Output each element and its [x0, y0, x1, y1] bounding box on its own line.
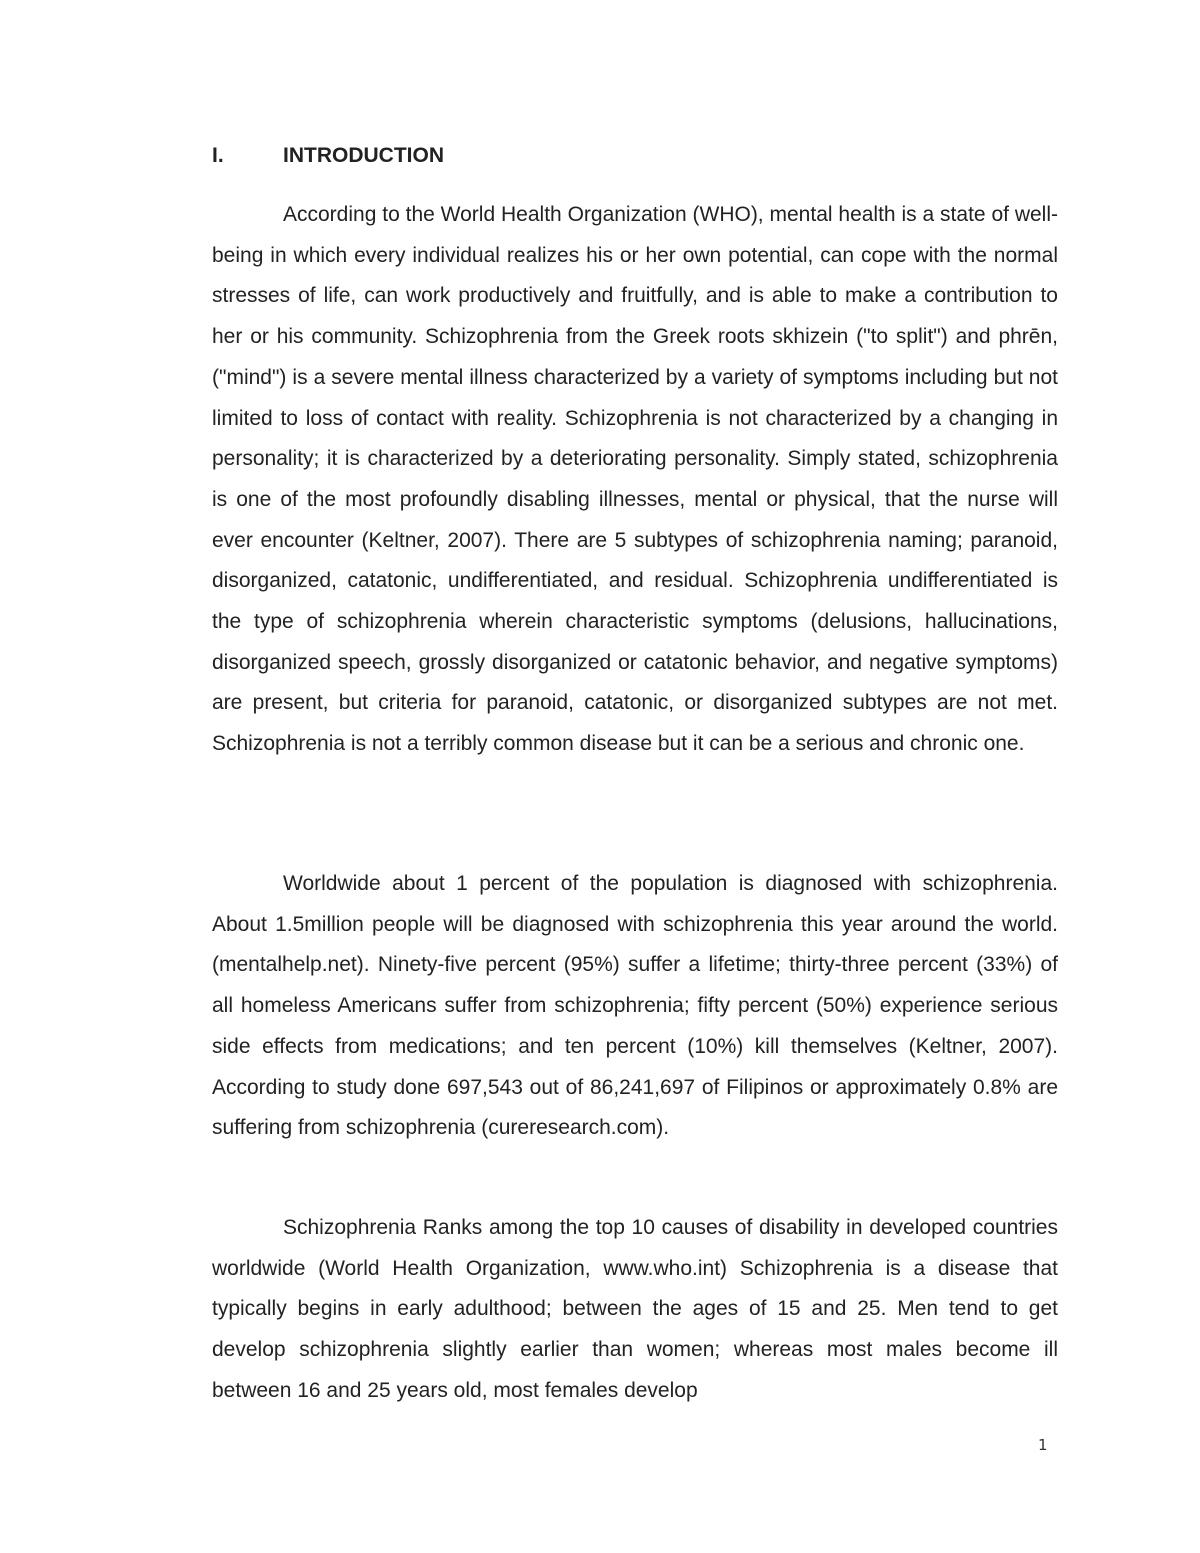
paragraph-who-definition: According to the World Health Organization (WHO), mental health is a state of well-being in which every individual realizes his or her own potential, can cope with the normal stresses of life, can work productively and fruitfully, and is able to make a contribution to her or his community. Schizophrenia from the Greek roots skhizein ("to split") and phrēn, ("mind") is a severe mental illness characterized by a variety of symptoms including but not limited to loss of contact with reality. Schizophrenia is not characterized by a changing in personality; it is characterized by a deteriorating personality. Simply stated, schizophrenia is one of the most profoundly disabling illnesses, mental or physical, that the nurse will ever encounter (Keltner, 2007). There are 5 subtypes of schizophrenia naming; paranoid, disorganized, catatonic, undifferentiated, and residual. Schizophrenia undifferentiated is the type of schizophrenia wherein characteristic symptoms (delusions, hallucinations, disorganized speech, grossly disorganized or catatonic behavior, and negative symptoms) are present, but criteria for paranoid, catatonic, or disorganized subtypes are not met. Schizophrenia is not a terribly common disease but it can be a serious and chronic one. [212, 203, 1058, 756]
paragraph-prevalence: Worldwide about 1 percent of the population is diagnosed with schizophrenia. About 1.5million people will be diagnosed with schizophrenia this year around the world. (mentalhelp.net). Ninety-five percent (95%) suffer a lifetime; thirty-three percent (33%) of all homeless Americans suffer from schizophrenia; fifty percent (50%) experience serious side effects from medications; and ten percent (10%) kill themselves (Keltner, 2007). According to study done 697,543 out of 86,241,697 of Filipinos or approximately 0.8% are suffering from schizophrenia (cureresearch.com). [212, 872, 1058, 1140]
section-number: I. [212, 144, 224, 167]
page-number: 1 [1038, 1436, 1048, 1454]
paragraph-disability-ranking: Schizophrenia Ranks among the top 10 causes of disability in developed countries worldwide (World Health Organization, www.who.int) Schizophrenia is a disease that typically begins in early adulthood; between the ages of 15 and 25. Men tend to get develop schizophrenia slightly earlier than women; whereas most males become ill between 16 and 25 years old, most females develop [212, 1216, 1058, 1402]
section-heading [212, 141, 444, 171]
section-title: INTRODUCTION [283, 144, 444, 167]
